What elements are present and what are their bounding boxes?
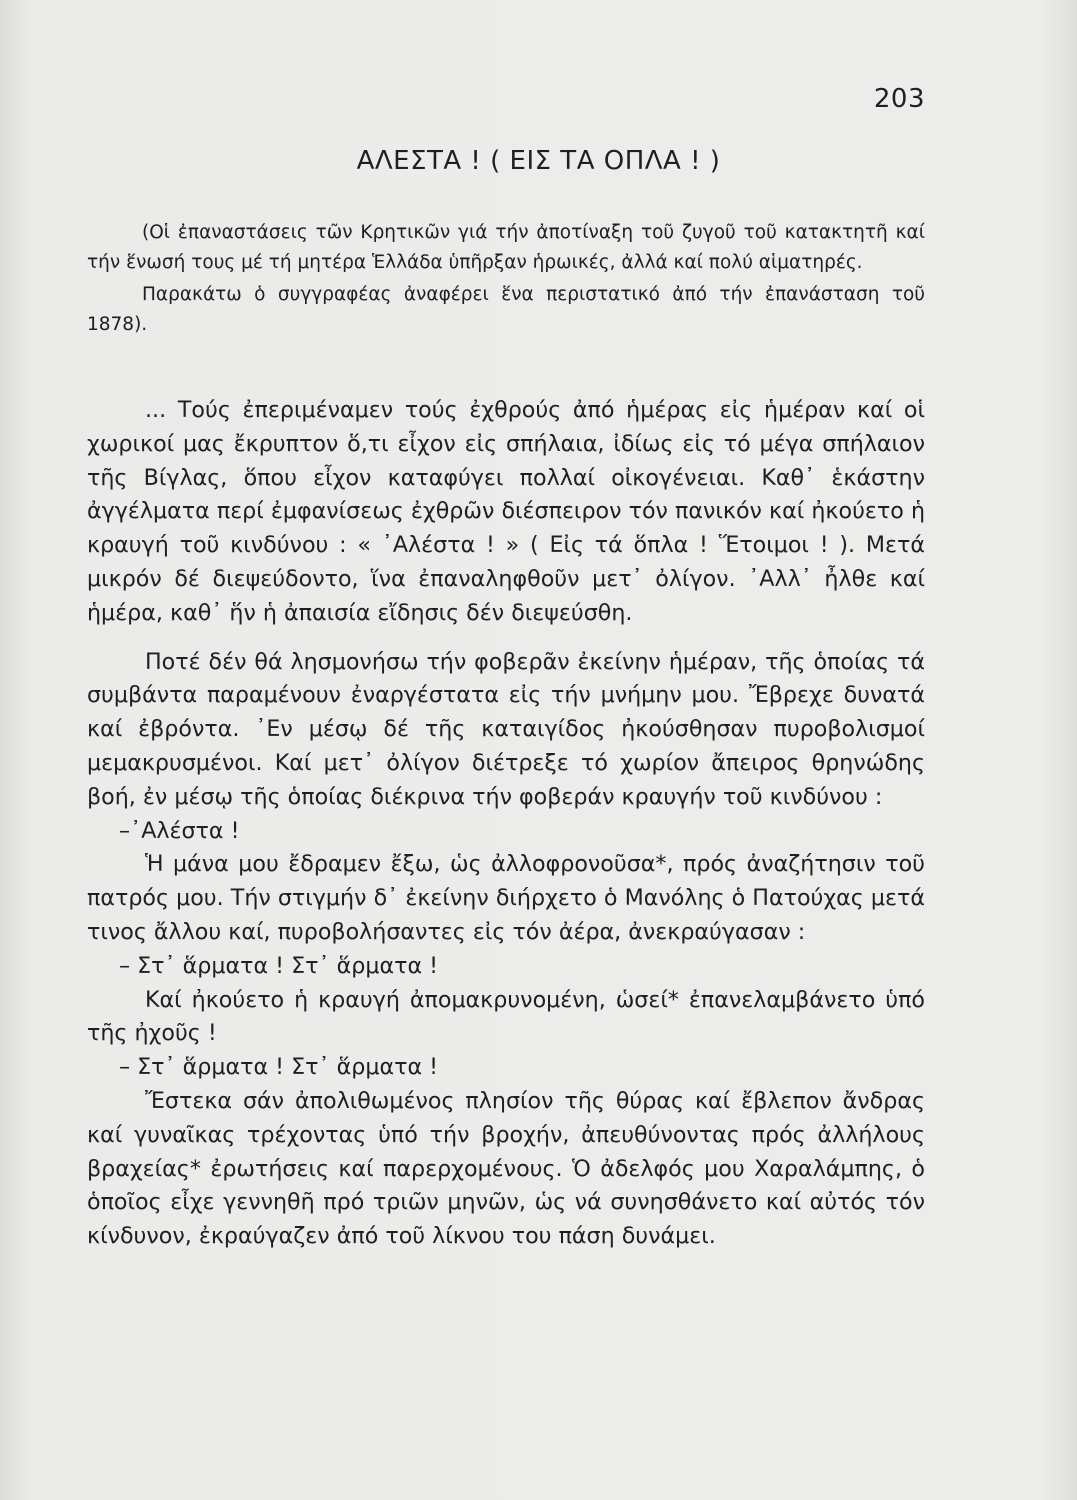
page-number: 203 [873,84,925,114]
paragraph: Ἡ μάνα μου ἔδραμεν ἔξω, ὡς ἀλλοφρονοῦσα*, πρός ἀναζήτησιν τοῦ πατρός μου. Τήν στιγμήν δ᾽ ἐκείνην διήρχετο ὁ Μανόλης ὁ Πατούχας μετά τινος ἄλλου καί, πυροβολήσαντες εἰς τόν ἀέρα, ἀνεκραύγασαν : [87,851,925,945]
dialogue-line: – Στ᾽ ἅρματα ! Στ᾽ ἅρματα ! [119,952,439,979]
intro-note [87,218,925,340]
paragraph: Ἔστεκα σάν ἀπολιθωμένος πλησίον τῆς θύρας καί ἔβλεπον ἄνδρας καί γυναῖκας τρέχοντας ὑπό τήν βροχήν, ἀπευθύνοντας πρός ἀλλήλους βραχείας* ἐρωτήσεις καί παρερχομένους. Ὁ ἀδελφός μου Χαραλάμπης, ὁ ὁποῖος εἶχε γεννηθῆ πρό τριῶν μηνῶν, ὡς νά συνησθάνετο καί αὐτός τόν κίνδυνον, ἐκραύγαζεν ἀπό τοῦ λίκνου του πάση δυνάμει. [87,1087,925,1250]
chapter-title: ΑΛΕΣΤΑ ! ( ΕΙΣ ΤΑ ΟΠΛΑ ! ) [356,146,721,176]
intro-paragraph: Παρακάτω ὁ συγγραφέας ἀναφέρει ἕνα περιστατικό ἀπό τήν ἐπανάσταση τοῦ 1878). [87,284,925,335]
body-text [87,394,925,1254]
paragraph: Καί ἠκούετο ἡ κραυγή ἀπομακρυνομένη, ὡσεί* ἐπανελαμβάνετο ὑπό τῆς ἠχοῦς ! [87,986,925,1047]
intro-paragraph: (Οἱ ἐπαναστάσεις τῶν Κρητικῶν γιά τήν ἀποτίναξη τοῦ ζυγοῦ τοῦ κατακτητῆ καί τήν ἕνωσή τους μέ τή μητέρα Ἑλλάδα ὑπῆρξαν ἡρωικές, ἀλλά καί πολύ αἱματηρές. [87,222,925,273]
paragraph: Ποτέ δέν θά λησμονήσω τήν φοβερᾶν ἐκείνην ἡμέραν, τῆς ὁποίας τά συμβάντα παραμένουν ἐναργέστατα εἰς τήν μνήμην μου. Ἔβρεχε δυνατά καί ἐβρόντα. ᾽Εν μέσῳ δέ τῆς καταιγίδος ἠκούσθησαν πυροβολισμοί μεμακρυσμένοι. Καί μετ᾽ ὀλίγον διέτρεξε τό χωρίον ἄπειρος θρηνώδης βοή, ἐν μέσῳ τῆς ὁποίας διέκρινα τήν φοβεράν κραυγήν τοῦ κινδύνου : [87,648,925,810]
paragraph: ... Τούς ἐπεριμέναμεν τούς ἐχθρούς ἀπό ἡμέρας εἰς ἡμέραν καί οἱ χωρικοί μας ἔκρυπτον ὅ,τι εἶχον εἰς σπήλαια, ἰδίως εἰς τό μέγα σπήλαιον τῆς Βίγλας, ὅπου εἶχον καταφύγει πολλαί οἰκογένειαι. Καθ᾽ ἑκάστην ἀγγέλματα περί ἐμφανίσεως ἐχθρῶν διέσπειρον τόν πανικόν καί ἠκούετο ἡ κραυγή τοῦ κινδύνου : « ᾽Αλέστα ! » ( Εἰς τά ὅπλα ! Ἕτοιμοι ! ). Μετά μικρόν δέ διεψεύδοντο, ἵνα ἐπαναληφθοῦν μετ᾽ ὀλίγον. ᾽Αλλ᾽ ἦλθε καί ἡμέρα, καθ᾽ ἥν ἡ ἀπαισία εἴδησις δέν διεψεύσθη. [87,397,925,626]
dialogue-line: – Στ᾽ ἅρματα ! Στ᾽ ἅρματα ! [119,1054,439,1081]
dialogue-line: –᾽Αλέστα ! [119,817,240,844]
